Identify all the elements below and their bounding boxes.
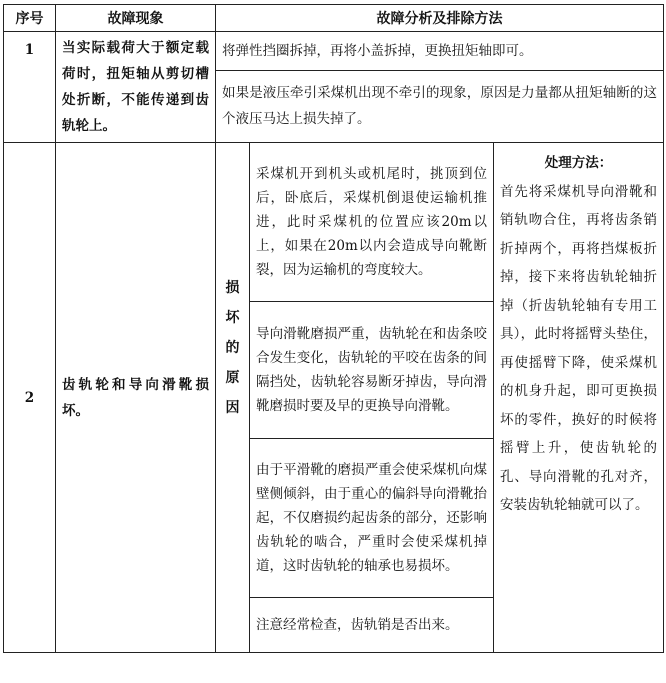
table-row bbox=[4, 143, 664, 302]
cause-cell: 由于平滑靴的磨损严重会使采煤机向煤壁侧倾斜，由于重心的偏斜导向滑靴抬起，不仅磨损约起齿条的部分，还影响齿轨轮的啮合，严重时会使采煤机掉道，这时齿轨轮的轴承也易损坏。 bbox=[250, 439, 494, 598]
symptom-cell: 当实际载荷大于额定载荷时，扭矩轴从剪切槽处折断，不能传递到齿轨轮上。 bbox=[56, 32, 216, 143]
analysis-line: 如果是液压牵引采煤机出现不牵引的现象，原因是力量都从扭矩轴断的这个液压马达上损失掉了。 bbox=[216, 70, 664, 142]
header-no: 序号 bbox=[4, 5, 56, 32]
row-number: 1 bbox=[4, 32, 56, 143]
header-analysis: 故障分析及排除方法 bbox=[216, 5, 664, 32]
cause-label-char: 因 bbox=[225, 400, 240, 416]
cause-label-char: 坏 bbox=[225, 310, 240, 326]
analysis-line: 将弹性挡圈拆掉，再将小盖拆掉，更换扭矩轴即可。 bbox=[216, 32, 664, 71]
method-cell bbox=[494, 143, 664, 653]
cause-label-char: 原 bbox=[225, 370, 240, 386]
method-title: 处理方法： bbox=[544, 155, 613, 171]
cause-cell: 导向滑靴磨损严重，齿轨轮在和齿条咬合发生变化，齿轨轮的平咬在齿条的间隔挡处，齿轨轮容易断牙掉齿，导向滑靴磨损时要及早的更换导向滑靴。 bbox=[250, 302, 494, 439]
cause-cell: 注意经常检查，齿轨销是否出来。 bbox=[250, 598, 494, 653]
cause-cell: 采煤机开到机头或机尾时，挑顶到位后，卧底后，采煤机倒退使运输机推进，此时采煤机的位置应该20m以上，如果在20m以内会造成导向靴断裂，因为运输机的弯度较大。 bbox=[250, 143, 494, 302]
symptom-cell: 齿轨轮和导向滑靴损坏。 bbox=[56, 143, 216, 653]
row-number: 2 bbox=[4, 143, 56, 653]
header-symptom: 故障现象 bbox=[56, 5, 216, 32]
cause-label-char: 损 bbox=[225, 280, 240, 296]
cause-label-char: 的 bbox=[225, 340, 240, 356]
table-row bbox=[4, 32, 664, 71]
fault-table bbox=[3, 4, 664, 653]
header-row bbox=[4, 5, 664, 32]
cause-label bbox=[216, 143, 250, 653]
method-text: 首先将采煤机导向滑靴和销轨吻合住，再将齿条销折掉两个，再将挡煤板折掉，接下来将齿轨轮轴折掉（折齿轨轮轴有专用工具），此时将摇臂头垫住，再使摇臂下降，使采煤机的机身升起，即可更换损坏的零件，换好的时候将摇臂上升，使齿轨轮的孔、导向滑靴的孔对齐，安装齿轨轮轴就可以了。 bbox=[500, 183, 658, 513]
